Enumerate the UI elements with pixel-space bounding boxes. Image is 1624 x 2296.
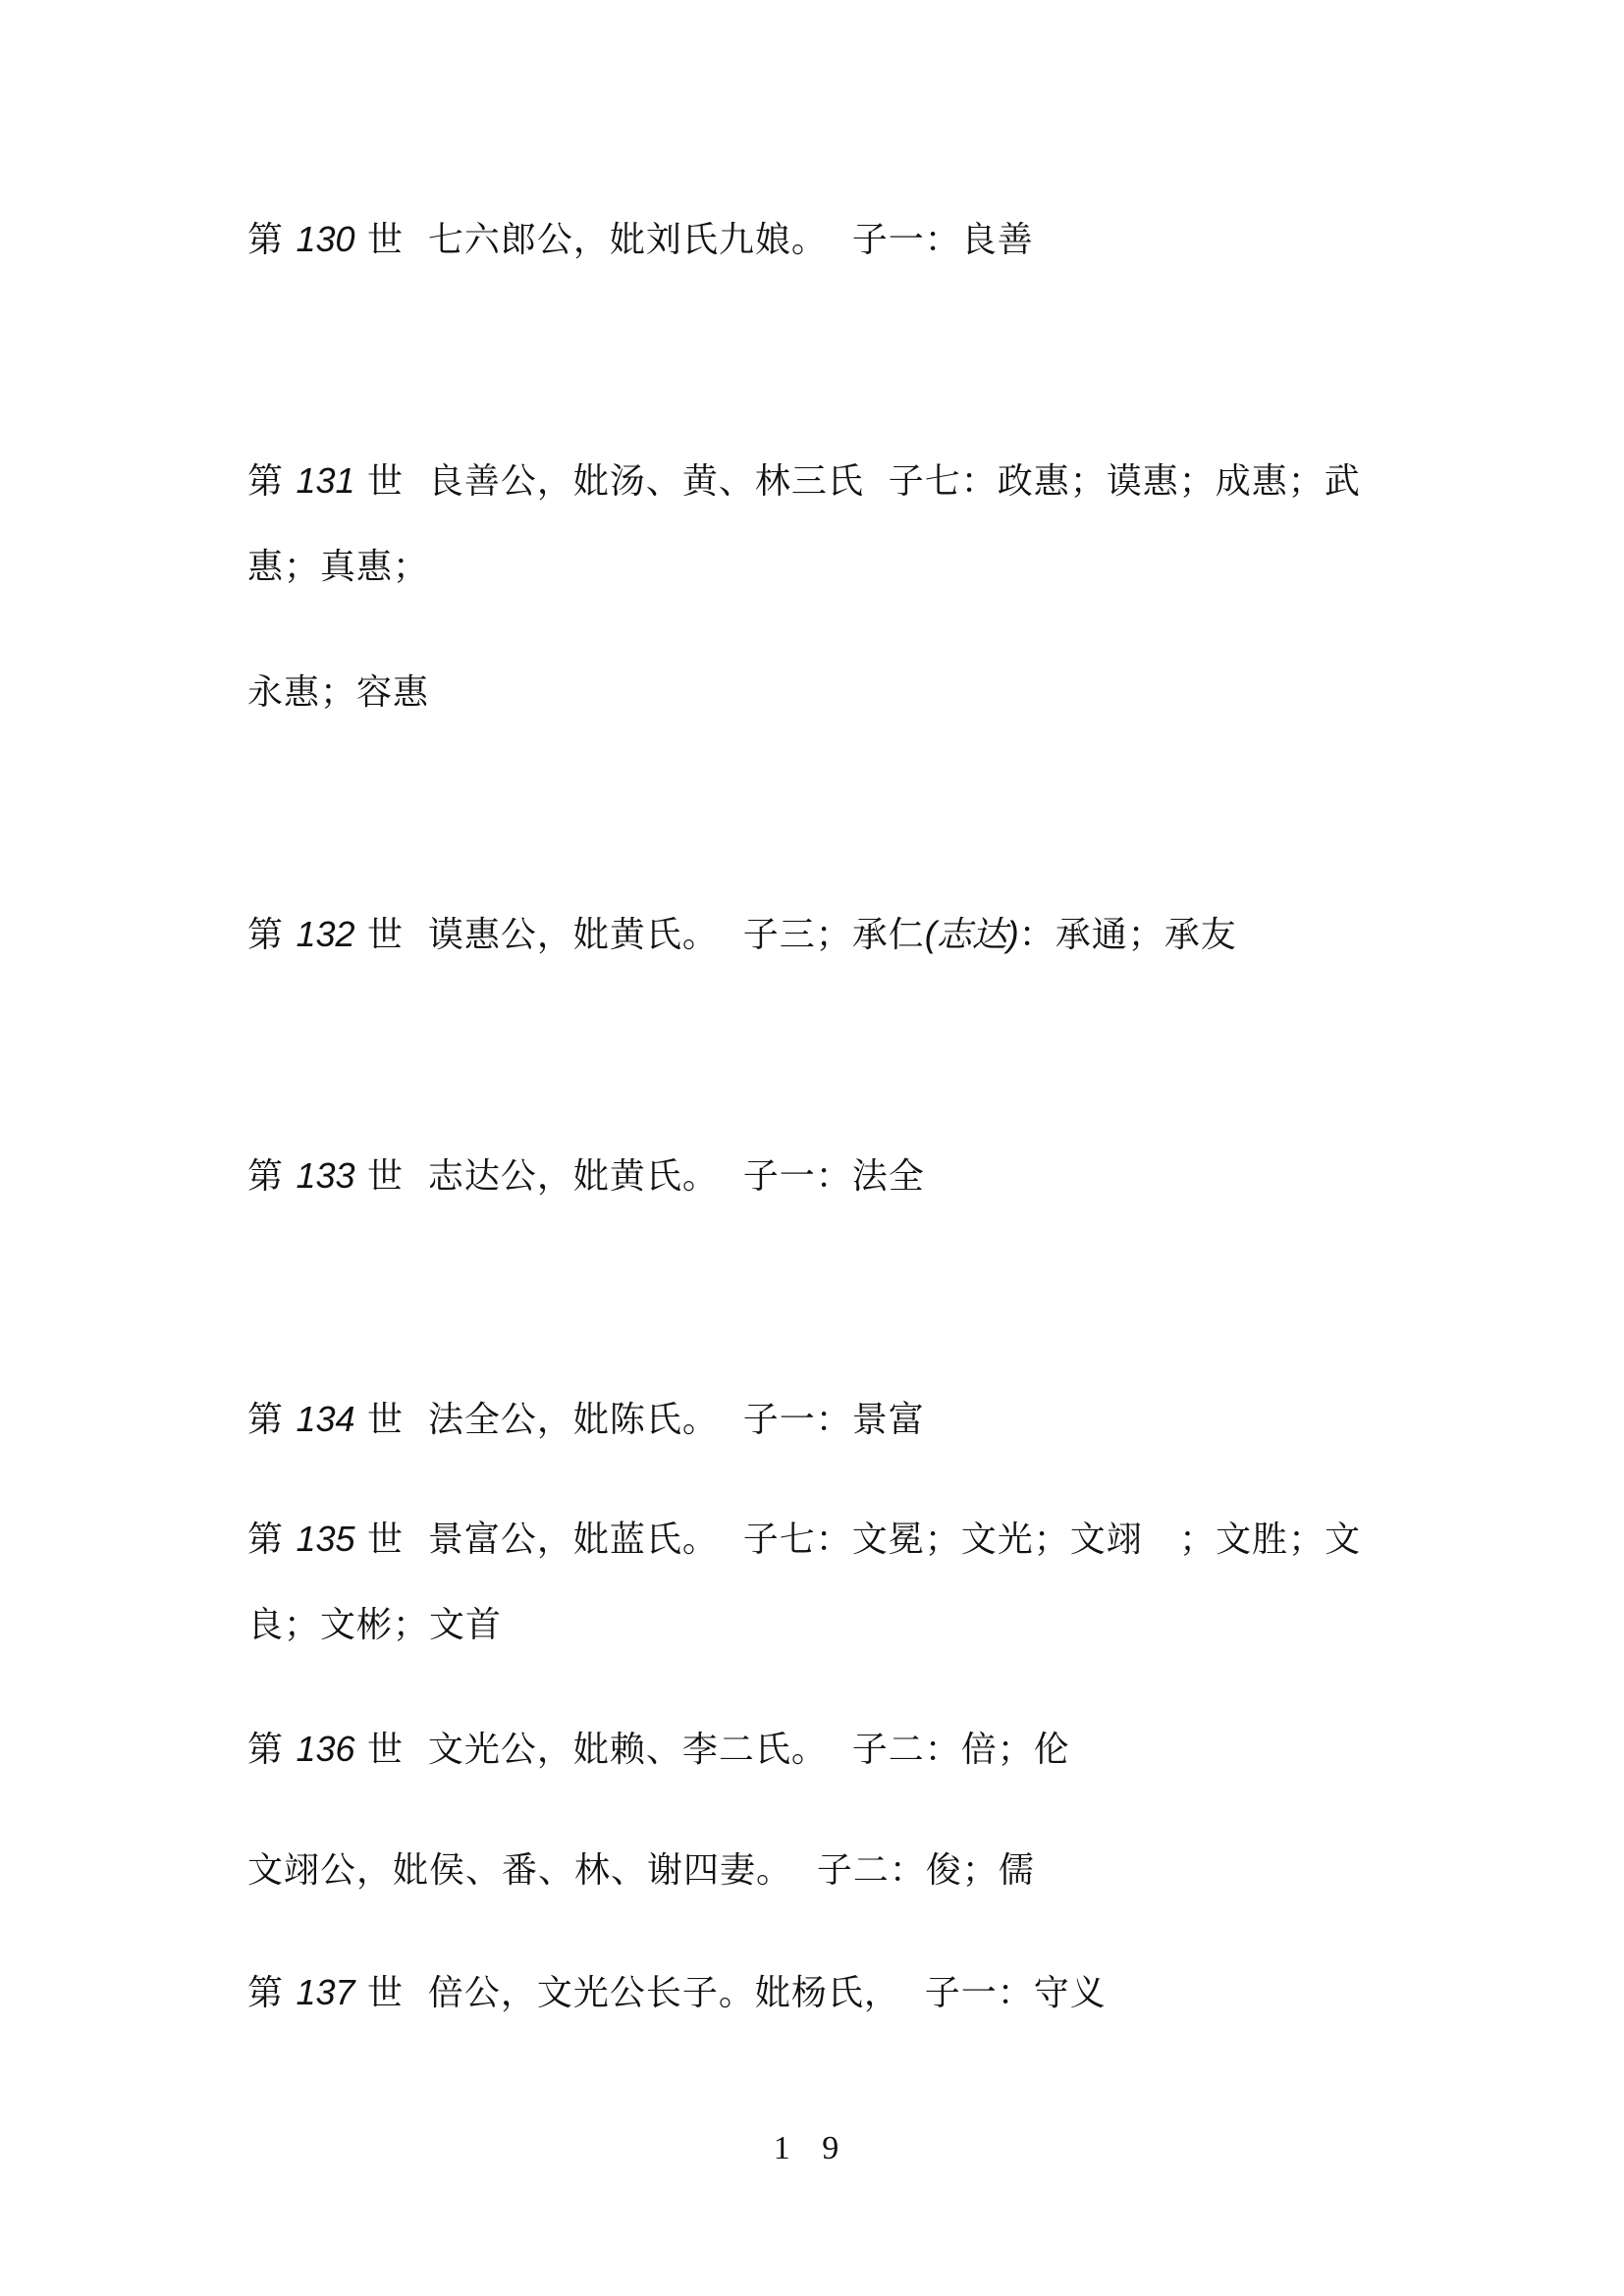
generation-number: 134 <box>296 1399 355 1439</box>
generation-132-line: 第 132 世 谟惠公，妣黄氏。 子三；承仁(志达)：承通；承友 <box>247 914 1237 955</box>
alias-name: (志达) <box>924 914 1019 954</box>
generation-number: 136 <box>296 1729 355 1769</box>
page-number: 1 9 <box>773 2130 851 2166</box>
generation-number: 135 <box>296 1519 355 1559</box>
wenyi-entry-line: 文翊公，妣侯、番、林、谢四妻。 子二：俊；儒 <box>247 1850 1035 1891</box>
generation-134-line: 第 134 世 法全公，妣陈氏。 子一：景富 <box>247 1399 925 1440</box>
generation-137-line: 第 137 世 倍公，文光公长子。妣杨氏， 子一：守义 <box>247 1972 1107 2013</box>
generation-133-line: 第 133 世 志达公，妣黄氏。 子一：法全 <box>247 1155 925 1197</box>
generation-135-continuation: 良；文彬；文首 <box>247 1605 503 1645</box>
generation-135-line: 第 135 世 景富公，妣蓝氏。 子七：文冕；文光；文翊 ；文胜；文 <box>247 1519 1362 1560</box>
generation-131-continuation-1: 惠；真惠； <box>247 547 430 587</box>
generation-136-line: 第 136 世 文光公，妣赖、李二氏。 子二：倍；伦 <box>247 1729 1070 1770</box>
generation-number: 130 <box>296 219 355 259</box>
generation-number: 133 <box>296 1155 355 1196</box>
generation-130-line: 第 130 世 七六郎公，妣刘氏九娘。 子一：良善 <box>247 219 1034 260</box>
generation-number: 137 <box>296 1972 355 2012</box>
generation-number: 131 <box>296 460 355 501</box>
generation-number: 132 <box>296 914 355 954</box>
generation-131-line: 第 131 世 良善公，妣汤、黄、林三氏 子七：政惠；谟惠；成惠；武 <box>247 460 1361 502</box>
generation-131-continuation-2: 永惠；容惠 <box>247 672 430 713</box>
